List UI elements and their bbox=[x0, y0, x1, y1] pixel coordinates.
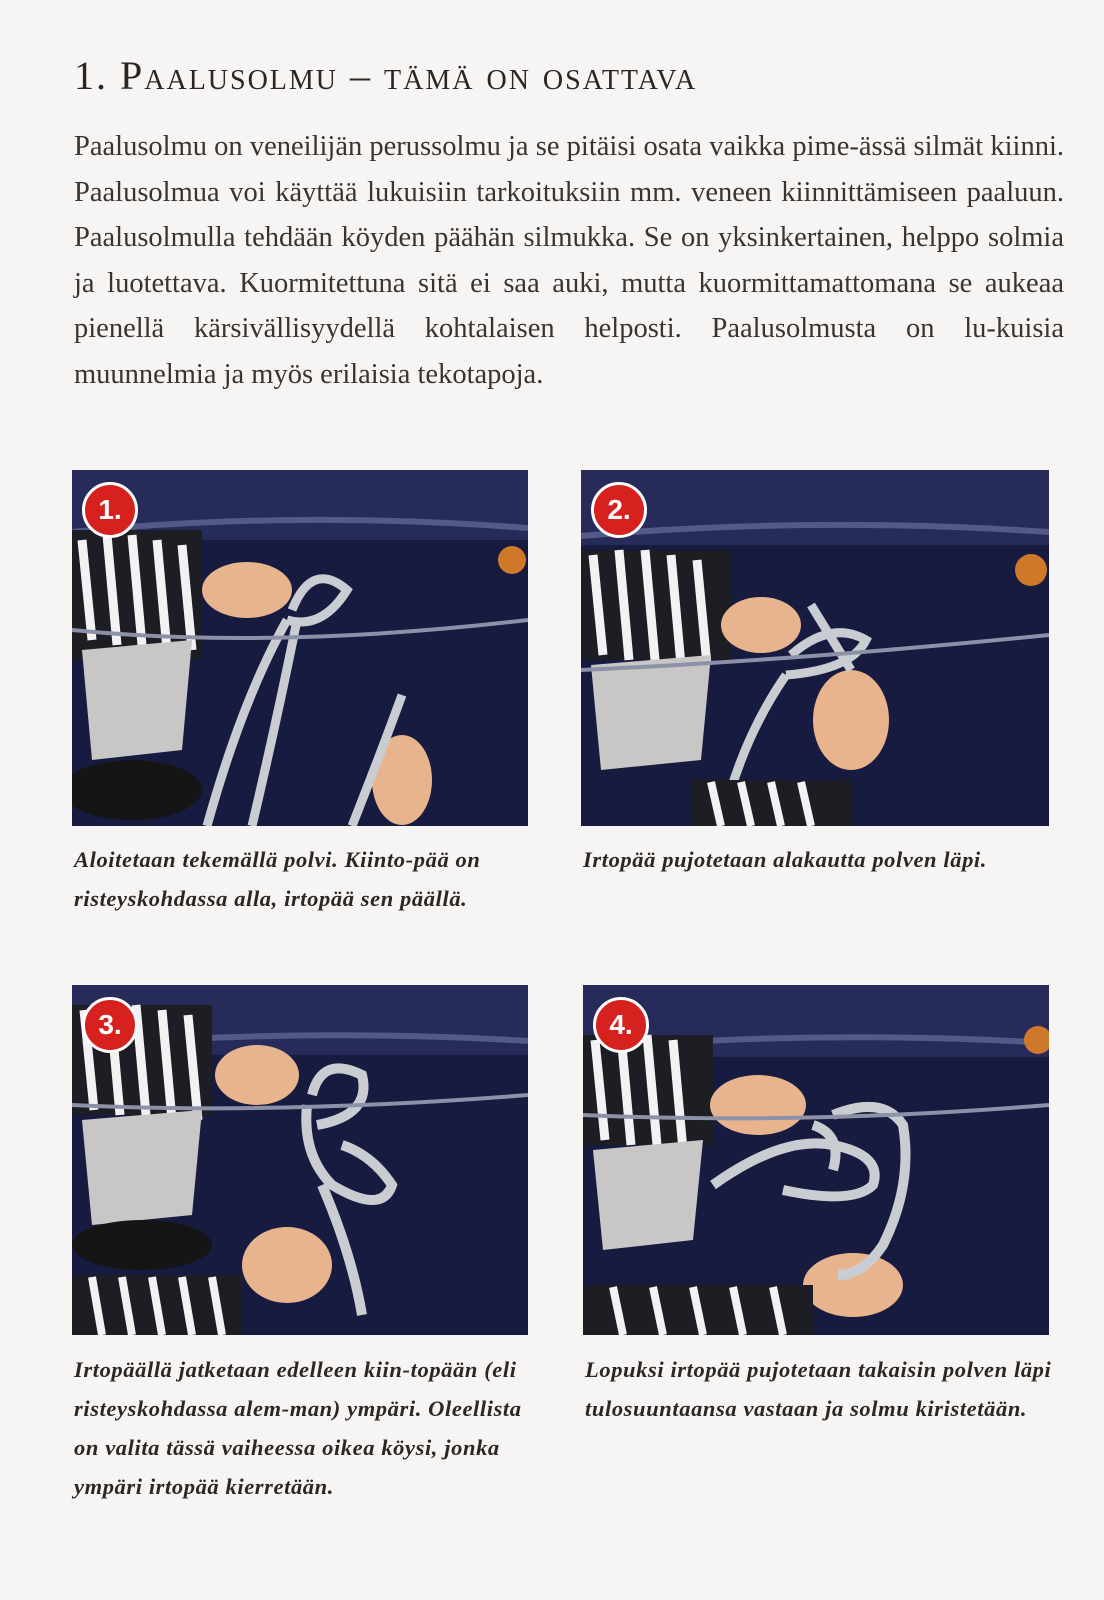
step-4-caption: Lopuksi irtopää pujotetaan takaisin polven läpi tulosuuntaansa vastaan ja solmu kiristetään. bbox=[585, 1357, 1052, 1421]
intro-paragraph: Paalusolmu on veneilijän perussolmu ja se pitäisi osata vaikka pime-ässä silmät kiinni. Paalusolmua voi käyttää lukuisiin tarkoituksiin mm. veneen kiinnittämiseen paaluun. Paalusolmulla tehdään köyden päähän silmukka. Se on yksinkertainen, helppo solmia ja luotettava. Kuormitettuna sitä ei saa auki, mutta kuormittamattomana se aukeaa pienellä kärsivällisyydellä kohtalaisen helposti. Paalusolmusta on lu-kuisia muunnelmia ja myös erilaisia tekotapoja. bbox=[74, 131, 1064, 390]
step-2-photo bbox=[581, 470, 1049, 826]
step-1-caption: Aloitetaan tekemällä polvi. Kiinto-pää on risteyskohdassa alla, irtopää sen päällä. bbox=[74, 847, 481, 911]
step-1-photo bbox=[72, 470, 528, 826]
step-4-illustration bbox=[583, 985, 1049, 1335]
step-2-badge: 2. bbox=[591, 482, 647, 538]
step-3-badge: 3. bbox=[82, 997, 138, 1053]
step-1-badge: 1. bbox=[82, 482, 138, 538]
step-1-illustration bbox=[72, 470, 528, 826]
step-2-illustration bbox=[581, 470, 1049, 826]
step-4-badge: 4. bbox=[593, 997, 649, 1053]
step-3-illustration bbox=[72, 985, 528, 1335]
step-3-caption: Irtopäällä jatketaan edelleen kiin-topään (eli risteyskohdassa alem-man) ympäri. Oleellista on valita tässä vaiheessa oikea köysi, jonka ympäri irtopää kierretään. bbox=[74, 1357, 522, 1499]
step-4-photo bbox=[583, 985, 1049, 1335]
step-2-caption: Irtopää pujotetaan alakautta polven läpi. bbox=[583, 847, 988, 872]
step-3-photo bbox=[72, 985, 528, 1335]
page-title: 1. Paalusolmu – tämä on osattava bbox=[74, 53, 698, 98]
